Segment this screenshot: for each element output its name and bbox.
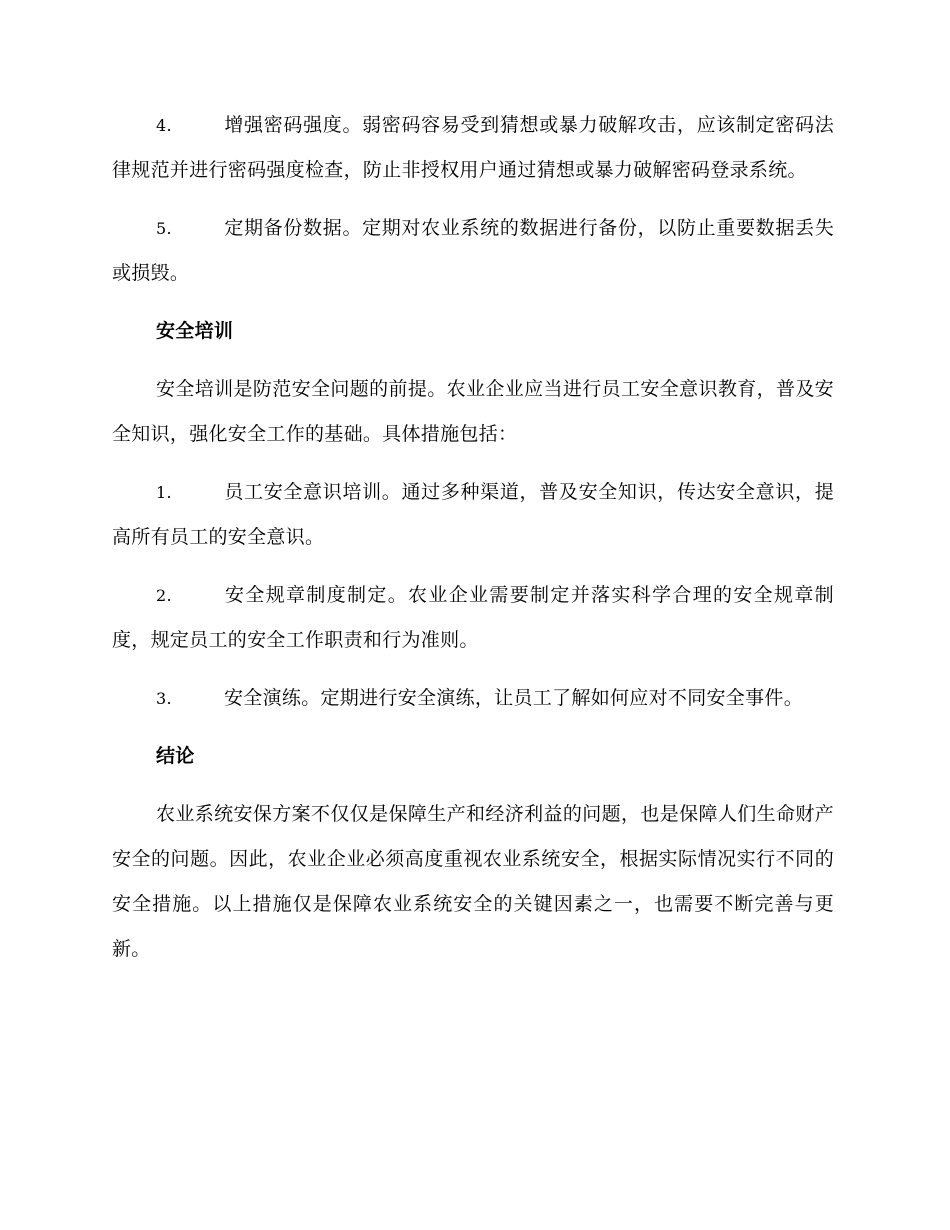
section-heading-conclusion: 结论	[156, 745, 195, 767]
list-item	[112, 676, 834, 721]
list-item	[112, 470, 834, 560]
list-number: 1.	[156, 483, 172, 502]
list-number: 2.	[156, 586, 172, 605]
list-item	[112, 206, 834, 296]
document-page	[112, 103, 834, 985]
list-text: 员工安全意识培训。通过多种渠道，普及安全知识，传达安全意识，提高所有员工的安全意识。	[112, 481, 834, 548]
list-text: 定期备份数据。定期对农业系统的数据进行备份，以防止重要数据丢失或损毁。	[112, 217, 834, 284]
list-item	[112, 103, 834, 193]
list-number: 5.	[156, 219, 172, 238]
section-heading-training: 安全培训	[156, 320, 234, 342]
list-number: 4.	[156, 116, 172, 135]
training-intro-paragraph: 安全培训是防范安全问题的前提。农业企业应当进行员工安全意识教育，普及安全知识，强化安全工作的基础。具体措施包括：	[112, 378, 834, 445]
list-text: 增强密码强度。弱密码容易受到猜想或暴力破解攻击，应该制定密码法律规范并进行密码强度检查，防止非授权用户通过猜想或暴力破解密码登录系统。	[112, 114, 834, 181]
list-text: 安全演练。定期进行安全演练，让员工了解如何应对不同安全事件。	[224, 687, 804, 709]
list-number: 3.	[156, 689, 172, 708]
conclusion-paragraph: 农业系统安保方案不仅仅是保障生产和经济利益的问题，也是保障人们生命财产安全的问题。因此，农业企业必须高度重视农业系统安全，根据实际情况实行不同的安全措施。以上措施仅是保障农业系统安全的关键因素之一，也需要不断完善与更新。	[112, 803, 834, 960]
list-text: 安全规章制度制定。农业企业需要制定并落实科学合理的安全规章制度，规定员工的安全工作职责和行为准则。	[112, 584, 834, 651]
list-item	[112, 573, 834, 663]
